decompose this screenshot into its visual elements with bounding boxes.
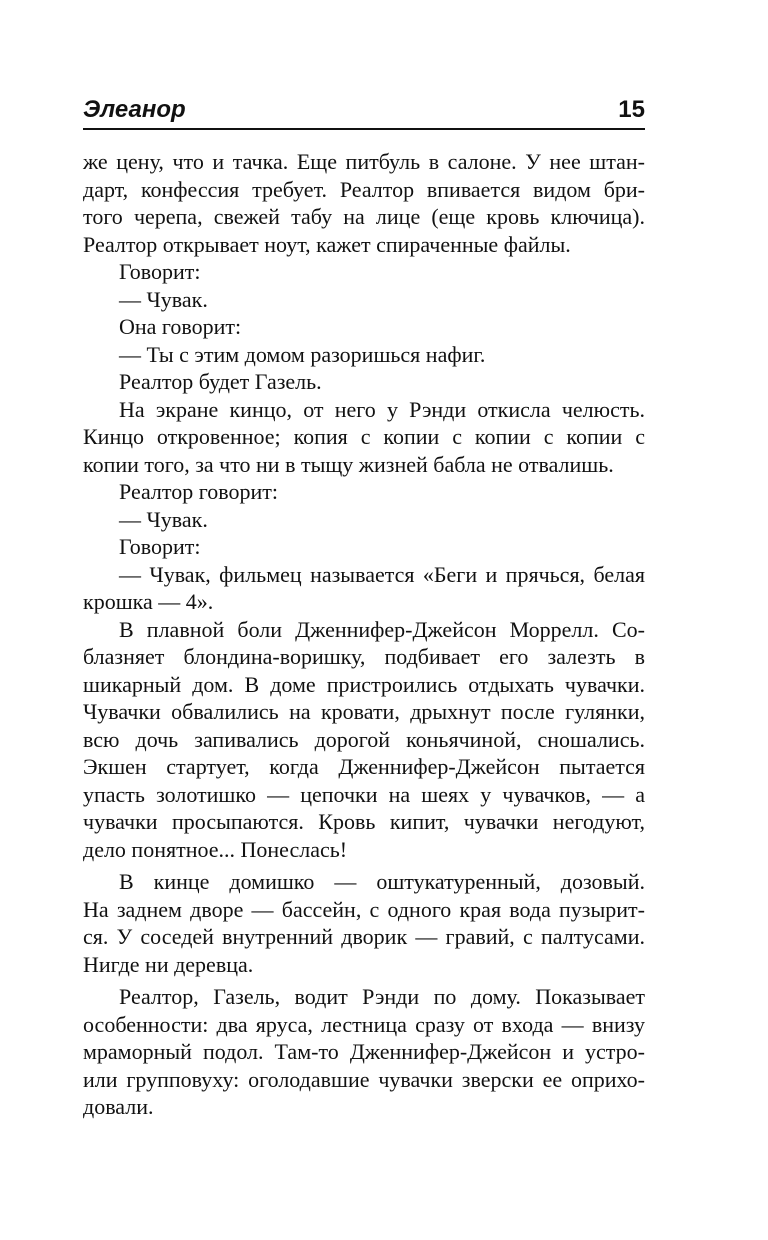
text-line: В плавной боли Дженнифер-Джейсон Моррелл. Со- bbox=[119, 616, 645, 642]
running-title: Элеанор bbox=[83, 96, 186, 123]
text-line: особенности: два яруса, лестница сразу от входа — внизу bbox=[83, 1011, 645, 1037]
text-line: Кинцо откровенное; копия с копии с копии с копии с bbox=[83, 424, 645, 449]
page-number: 15 bbox=[618, 96, 645, 123]
text-line: мраморный подол. Там-то Дженнифер-Джейсон и устро- bbox=[83, 1039, 645, 1064]
text-line: Чувачки обвалились на кровати, дрыхнут после гулянки, bbox=[83, 699, 645, 724]
text-line: Говорит: bbox=[119, 259, 201, 284]
text-line: Нигде ни деревца. bbox=[83, 951, 254, 977]
text-line: того черепа, свежей табу на лице (еще кровь ключица). bbox=[83, 204, 645, 229]
text-line: Говорит: bbox=[119, 534, 201, 559]
text-line: чувачки просыпаются. Кровь кипит, чувачки негодуют, bbox=[83, 809, 645, 834]
text-line: довали. bbox=[83, 1094, 154, 1119]
text-line: — Чувак, фильмец называется «Беги и прячься, белая bbox=[119, 561, 645, 587]
text-line: — Ты с этим домом разоришься нафиг. bbox=[119, 341, 486, 367]
text-body bbox=[83, 148, 645, 1121]
text-line: Реалтор говорит: bbox=[119, 479, 278, 504]
text-line: дарт, конфессия требует. Реалтор впивается видом бри- bbox=[83, 176, 645, 202]
text-line: В кинце домишко — оштукатуренный, дозовый. bbox=[119, 869, 645, 894]
text-line: всю дочь запивались дорогой коньячиной, сношались. bbox=[83, 726, 645, 752]
text-line: или групповуху: оголодавшие чувачки зверски ее оприхо- bbox=[83, 1066, 645, 1092]
text-line: Она говорит: bbox=[119, 314, 242, 339]
text-line: ся. У соседей внутренний дворик — гравий, с палтусами. bbox=[83, 924, 645, 949]
text-line: Реалтор, Газель, водит Рэнди по дому. Показывает bbox=[119, 984, 645, 1009]
text-line: копии того, за что ни в тыщу жизней бабла не отвалишь. bbox=[83, 451, 614, 477]
text-line: упасть золотишко — цепочки на шеях у чувачков, — а bbox=[83, 781, 645, 807]
text-line: шикарный дом. В доме пристроились отдыхать чувачки. bbox=[83, 671, 645, 697]
text-line: блазняет блондина-воришку, подбивает его залезть в bbox=[83, 644, 645, 669]
page-header bbox=[83, 94, 645, 130]
text-line: — Чувак. bbox=[119, 506, 208, 532]
text-line: Реалтор открывает ноут, кажет спираченные файлы. bbox=[83, 231, 571, 257]
text-line: дело понятное... Понеслась! bbox=[83, 836, 348, 862]
text-line: Реалтор будет Газель. bbox=[119, 369, 322, 394]
text-line: крошка — 4». bbox=[83, 589, 214, 614]
text-line: На заднем дворе — бассейн, с одного края вода пузырит- bbox=[83, 896, 645, 922]
text-line: На экране кинцо, от него у Рэнди откисла челюсть. bbox=[119, 396, 645, 422]
text-line: Экшен стартует, когда Дженнифер-Джейсон пытается bbox=[83, 754, 645, 779]
text-line: — Чувак. bbox=[119, 286, 208, 312]
text-line: же цену, что и тачка. Еще питбуль в салоне. У нее штан- bbox=[83, 149, 645, 174]
